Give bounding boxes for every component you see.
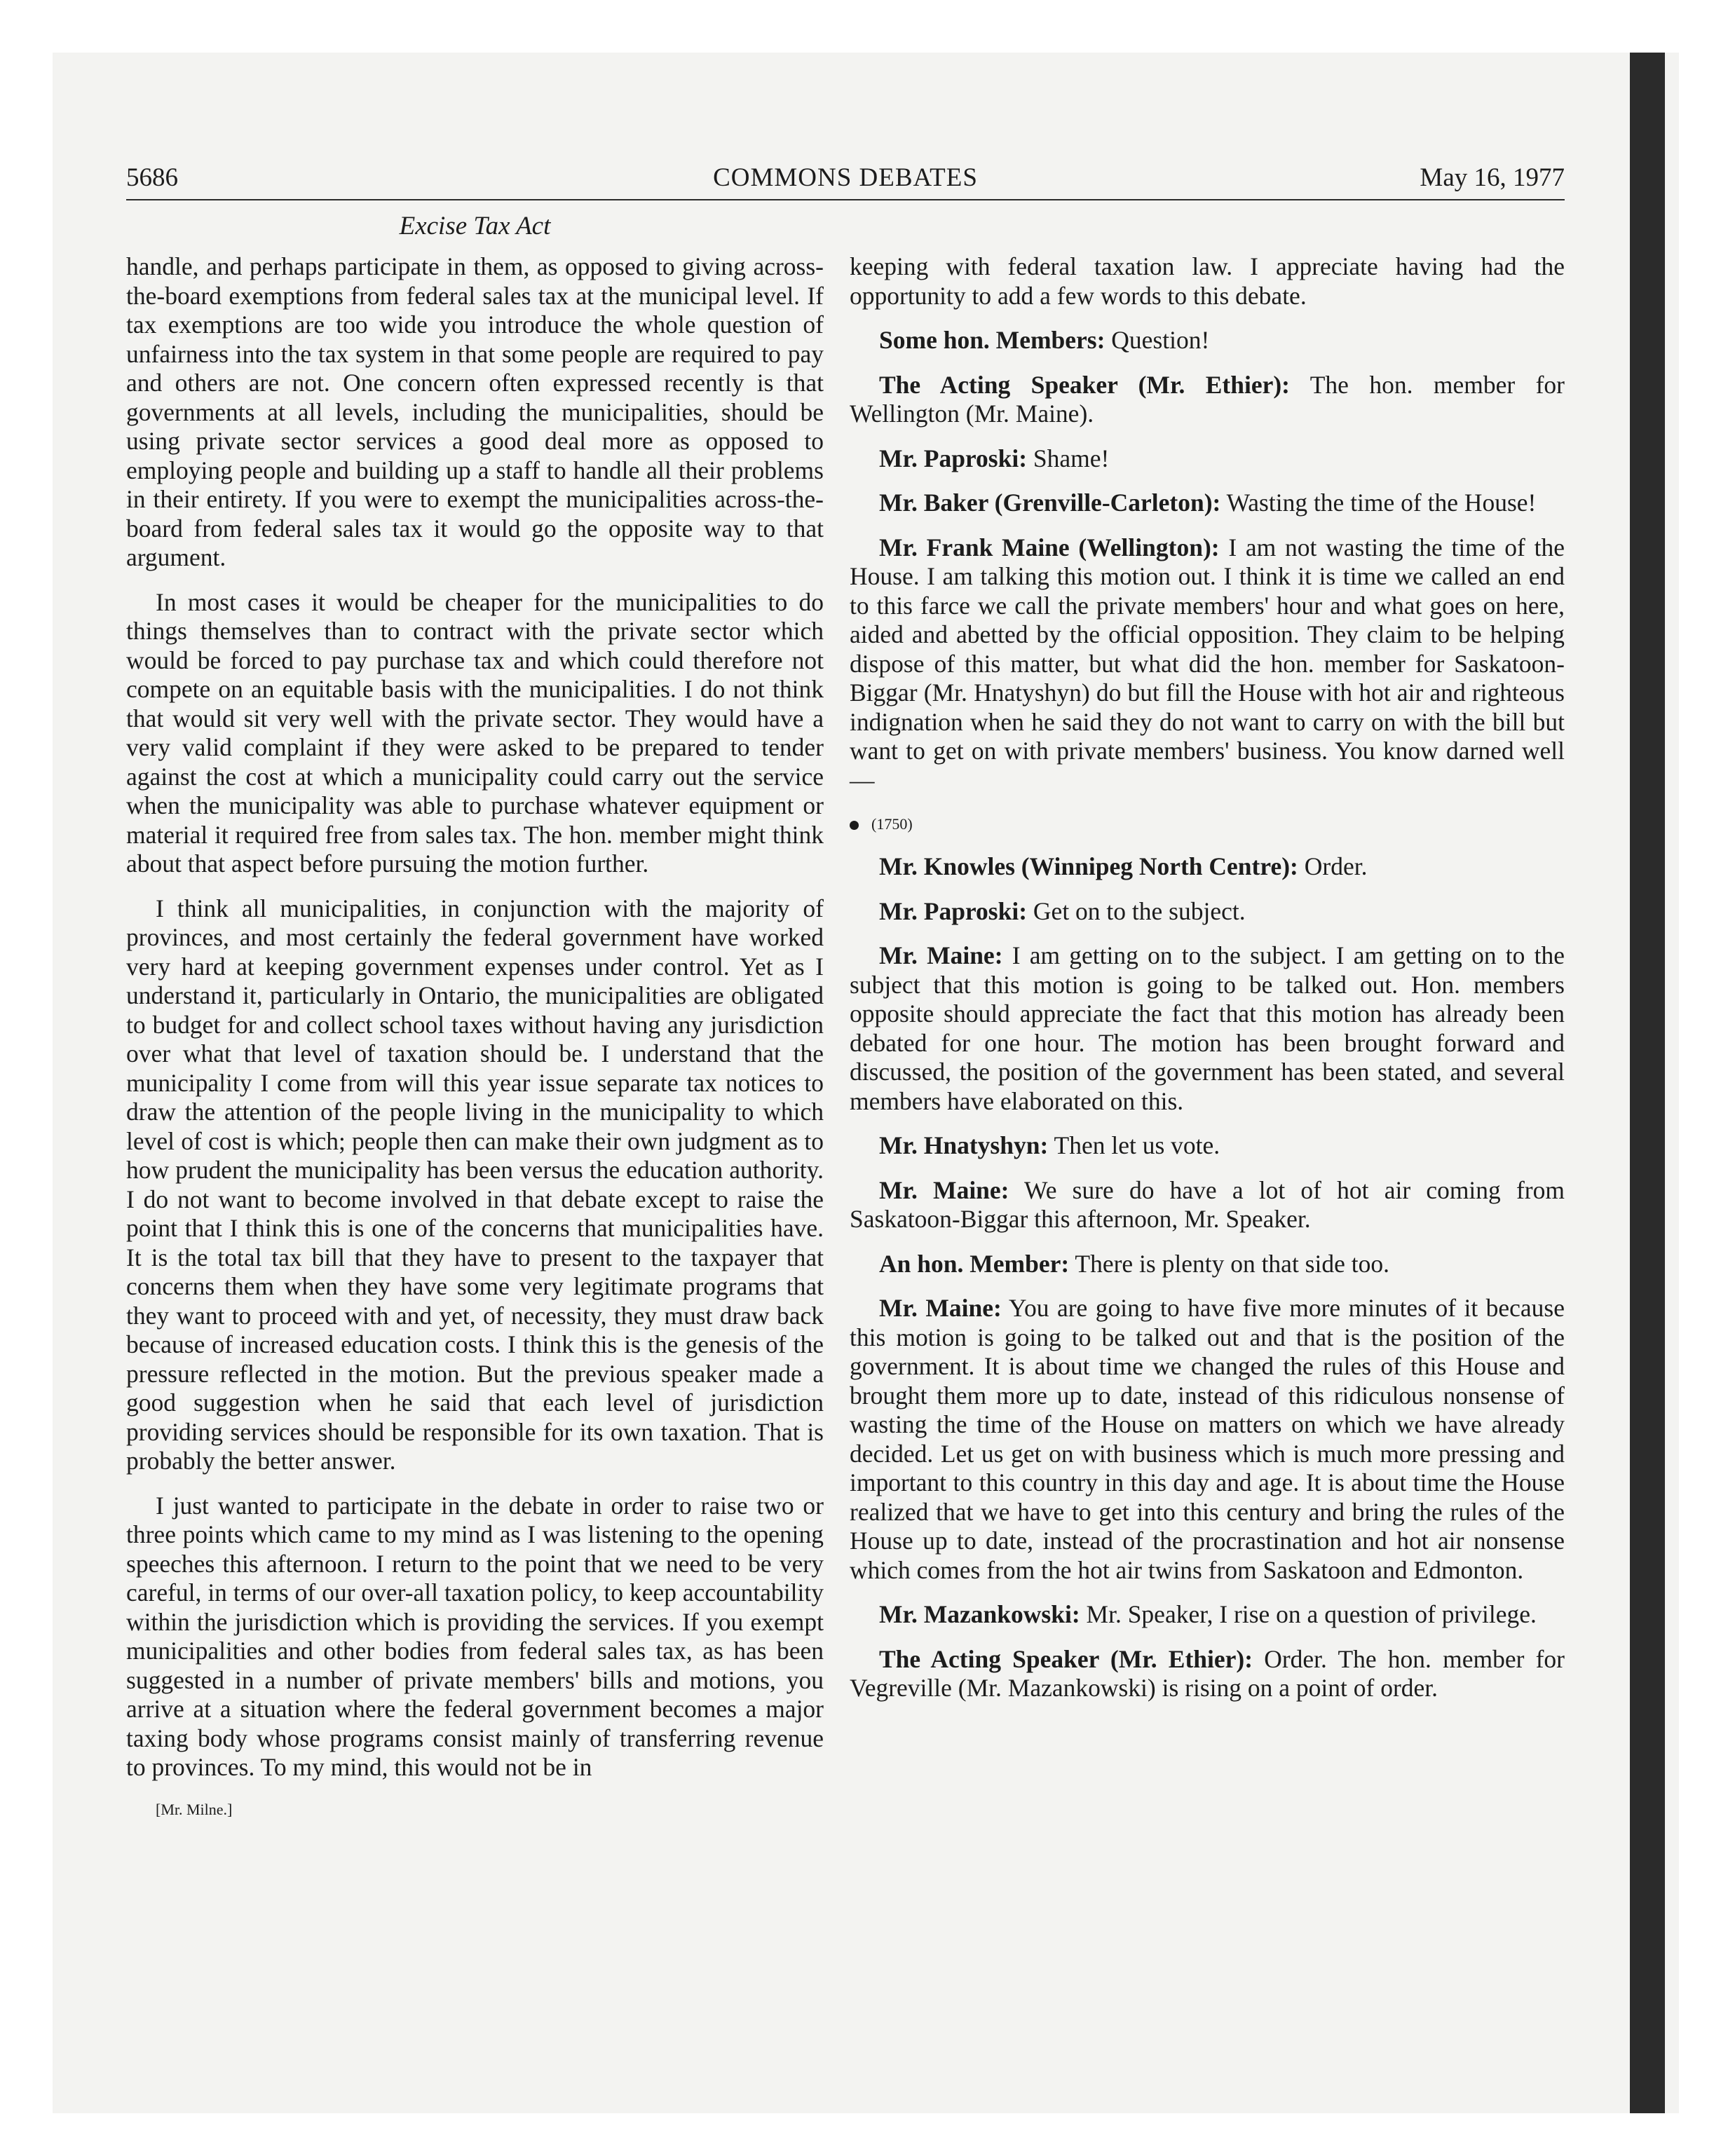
- speaker-name: Mr. Hnatyshyn:: [879, 1131, 1049, 1159]
- speech-text: You are going to have five more minutes of it because this motion is going to be talked out and that is the position of the government. It is about time we changed the rules of this House and brought them more up to date, instead of this ridiculous nonsense of wasting the time of the House on matters on which we have already decided. Let us get on with business which is much more pressing and important to this country in this day and age. It is about time the House realized that we have to get into this century and bring the rules of the House up to date, instead of the procrastination and hot air nonsense which comes from the hot air twins from Saskatoon and Edmonton.: [850, 1294, 1565, 1584]
- speech: [850, 1600, 1565, 1630]
- speech: [850, 1294, 1565, 1585]
- header-rule: [126, 199, 1565, 200]
- speech-text: Order.: [1298, 852, 1368, 880]
- timecode-text: (1750): [871, 815, 913, 833]
- speaker-name: Mr. Paproski:: [879, 444, 1028, 472]
- speech: [850, 1176, 1565, 1234]
- speech-text: Question!: [1105, 326, 1210, 354]
- speech-text: We sure do have a lot of hot air coming from Saskatoon-Biggar this afternoon, Mr. Speaker.: [850, 1175, 1565, 1233]
- speech-text: I am getting on to the subject. I am getting on to the subject that this motion is going to be talked out. Hon. members opposite should appreciate the fact that this motion has already been debated for one hour. The motion has been brought forward and discussed, the position of the government has been stated, and several members have elaborated on this.: [850, 941, 1565, 1115]
- page-header: [126, 160, 1565, 196]
- speech: [850, 897, 1565, 927]
- bullet-icon: [850, 821, 859, 830]
- speech-text: The hon. member for Wellington (Mr. Maine).: [850, 370, 1565, 428]
- speaker-name: Mr. Paproski:: [879, 896, 1028, 925]
- speaker-name: Mr. Frank Maine (Wellington):: [879, 533, 1220, 561]
- speaker-name: Mr. Maine:: [879, 1294, 1002, 1322]
- page-number: 5686: [126, 163, 178, 192]
- speech: [850, 326, 1565, 355]
- speech: [850, 371, 1565, 429]
- publication-date: May 16, 1977: [1420, 163, 1565, 192]
- speaker-name: Mr. Maine:: [879, 941, 1003, 969]
- timecode-marker: [850, 810, 1565, 838]
- speaker-name: Mr. Baker (Grenville-Carleton):: [879, 489, 1221, 517]
- speech-text: I am not wasting the time of the House. I am talking this motion out. I think it is time we called an end to this farce we call the private members' hour and what goes on here, aided and abetted by the official opposition. They claim to be helping dispose of this matter, but what did the hon. member for Saskatoon-Biggar (Mr. Hnatyshyn) do but fill the House with hot air and righteous indignation when he said they do not want to carry on with the bill but want to get on with private members' business. You know darned well—: [850, 533, 1565, 794]
- speech: [850, 1645, 1565, 1703]
- speaker-name: Some hon. Members:: [879, 326, 1105, 354]
- speech: [850, 1131, 1565, 1161]
- speech-text: Shame!: [1027, 444, 1110, 472]
- speech-text: Wasting the time of the House!: [1220, 489, 1537, 517]
- speech: [850, 444, 1565, 474]
- speaker-name: Mr. Knowles (Winnipeg North Centre):: [879, 852, 1298, 880]
- speech: [850, 489, 1565, 518]
- paragraph: In most cases it would be cheaper for the municipalities to do things themselves than to contract with the private sector which would be forced to pay purchase tax and which could therefore not compete on an equitable basis with the municipalities. I do not think that would sit very well with the private sector. They would have a very valid complaint if they were asked to be prepared to tender against the cost at which a municipality could carry out the service when the municipality was able to purchase whatever equipment or material it required free from sales tax. The hon. member might think about that aspect before pursuing the motion further.: [126, 587, 824, 878]
- paragraph: keeping with federal taxation law. I appreciate having had the opportunity to add a few words to this debate.: [850, 252, 1565, 310]
- right-column: [850, 252, 1565, 1719]
- speaker-name: Mr. Mazankowski:: [879, 1600, 1080, 1628]
- speech: [850, 941, 1565, 1116]
- paragraph: I just wanted to participate in the debate in order to raise two or three points which came to my mind as I was listening to the opening speeches this afternoon. I return to the point that we need to be very careful, in terms of our over-all taxation policy, to keep accountability within the jurisdiction which is providing the services. If you exempt municipalities and other bodies from federal sales tax, as has been suggested in a number of private members' bills and motions, you arrive at a situation where the federal government becomes a major taxing body whose programs consist mainly of transferring revenue to provinces. To my mind, this would not be in: [126, 1491, 824, 1781]
- speaker-name: The Acting Speaker (Mr. Ethier):: [879, 370, 1290, 399]
- speech-text: Get on to the subject.: [1027, 896, 1246, 925]
- speech-text: There is plenty on that side too.: [1069, 1249, 1389, 1278]
- speech-text: Order. The hon. member for Vegreville (Mr. Mazankowski) is rising on a point of order.: [850, 1644, 1565, 1702]
- speaker-name: Mr. Maine:: [879, 1175, 1009, 1204]
- speech: [850, 852, 1565, 882]
- speaker-name: The Acting Speaker (Mr. Ethier):: [879, 1644, 1253, 1673]
- scan-edge-bar: [1630, 53, 1665, 2113]
- speech: [850, 1250, 1565, 1279]
- running-head: Excise Tax Act: [399, 212, 551, 240]
- left-column: [126, 252, 824, 1822]
- speaker-name: An hon. Member:: [879, 1249, 1070, 1278]
- speaker-footnote: [Mr. Milne.]: [156, 1800, 233, 1818]
- speech: [850, 533, 1565, 796]
- speech-text: Mr. Speaker, I rise on a question of privilege.: [1080, 1600, 1537, 1628]
- speech-text: Then let us vote.: [1048, 1131, 1220, 1159]
- paragraph: handle, and perhaps participate in them, as opposed to giving across-the-board exemptions from federal sales tax at the municipal level. If tax exemptions are too wide you introduce the whole question of unfairness into the tax system in that some people are required to pay and others are not. One concern often expressed recently is that governments at all levels, including the municipalities, should be using private sector services a good deal more as opposed to employing people and building up a staff to handle all their problems in their entirety. If you were to exempt the municipalities across-the-board from federal sales tax it would go the opposite way to that argument.: [126, 252, 824, 571]
- paragraph: I think all municipalities, in conjunction with the majority of provinces, and most certainly the federal government have worked very hard at keeping government expenses under control. Yet as I understand it, particularly in Ontario, the municipalities are obligated to budget for and collect school taxes without having any jurisdiction over what that level of taxation should be. I understand that the municipality I come from will this year issue separate tax notices to draw the attention of the people living in the municipality to which level of cost is which; people then can make their own judgment as to how prudent the municipality has been versus the education authority. I do not want to become involved in that debate except to raise the point that I think this is one of the concerns that municipalities have. It is the total tax bill that they have to present to the taxpayer that concerns them when they have some very legitimate programs that they want to proceed with and yet, of necessity, they must draw back because of increased education costs. I think this is the genesis of the pressure reflected in the motion. But the previous speaker made a good suggestion when he said that each level of jurisdiction providing services should be responsible for its own taxation. That is probably the better answer.: [126, 894, 824, 1475]
- publication-title: COMMONS DEBATES: [713, 163, 978, 192]
